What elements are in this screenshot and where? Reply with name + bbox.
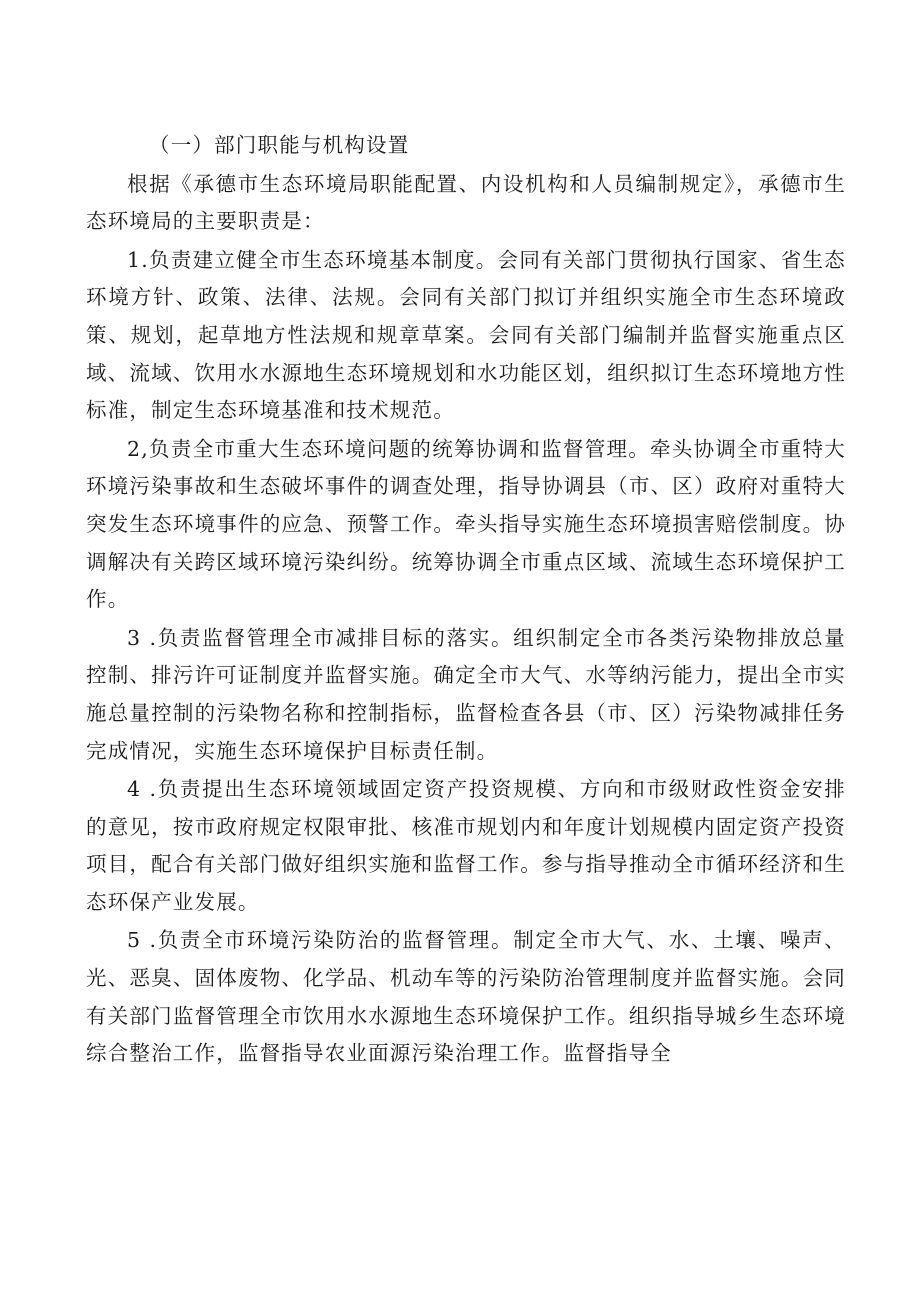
intro-paragraph: 根据《承德市生态环境局职能配置、内设机构和人员编制规定》，承德市生态环境局的主要职责是： bbox=[86, 171, 846, 234]
duty-item-4: 4 .负责提出生态环境领域固定资产投资规模、方向和市级财政性资金安排的意见，按市政府规定权限审批、核准市规划内和年度计划规模内固定资产投资项目，配合有关部门做好组织实施和监督工作。参与指导推动全市循环经济和生态环保产业发展。 bbox=[86, 777, 846, 914]
duty-item-2: 2,负责全市重大生态环境问题的统筹协调和监督管理。牵头协调全市重特大环境污染事故和生态破坏事件的调查处理，指导协调县（市、区）政府对重特大突发生态环境事件的应急、预警工作。牵头指导实施生态环境损害赔偿制度。协调解决有关跨区域环境污染纠纷。统筹协调全市重点区域、流域生态环境保护工作。 bbox=[86, 436, 846, 612]
section-heading: （一）部门职能与机构设置 bbox=[149, 133, 410, 157]
duty-item-1: 1.负责建立健全市生态环境基本制度。会同有关部门贯彻执行国家、省生态环境方针、政策、法律、法规。会同有关部门拟订并组织实施全市生态环境政策、规划，起草地方性法规和规章草案。会同有关部门编制并监督实施重点区域、流域、饮用水水源地生态环境规划和水功能区划，组织拟订生态环境地方性标准，制定生态环境基准和技术规范。 bbox=[86, 247, 846, 423]
duty-item-5: 5 .负责全市环境污染防治的监督管理。制定全市大气、水、土壤、噪声、光、恶臭、固体废物、化学品、机动车等的污染防治管理制度并监督实施。会同有关部门监督管理全市饮用水水源地生态环境保护工作。组织指导城乡生态环境综合整治工作，监督指导农业面源污染治理工作。监督指导全 bbox=[86, 928, 846, 1066]
document-body bbox=[86, 127, 846, 1073]
duty-item-3: 3 .负责监督管理全市减排目标的落实。组织制定全市各类污染物排放总量控制、排污许可证制度并监督实施。确定全市大气、水等纳污能力，提出全市实施总量控制的污染物名称和控制指标，监督检查各县（市、区）污染物减排任务完成情况，实施生态环境保护目标责任制。 bbox=[86, 625, 846, 763]
